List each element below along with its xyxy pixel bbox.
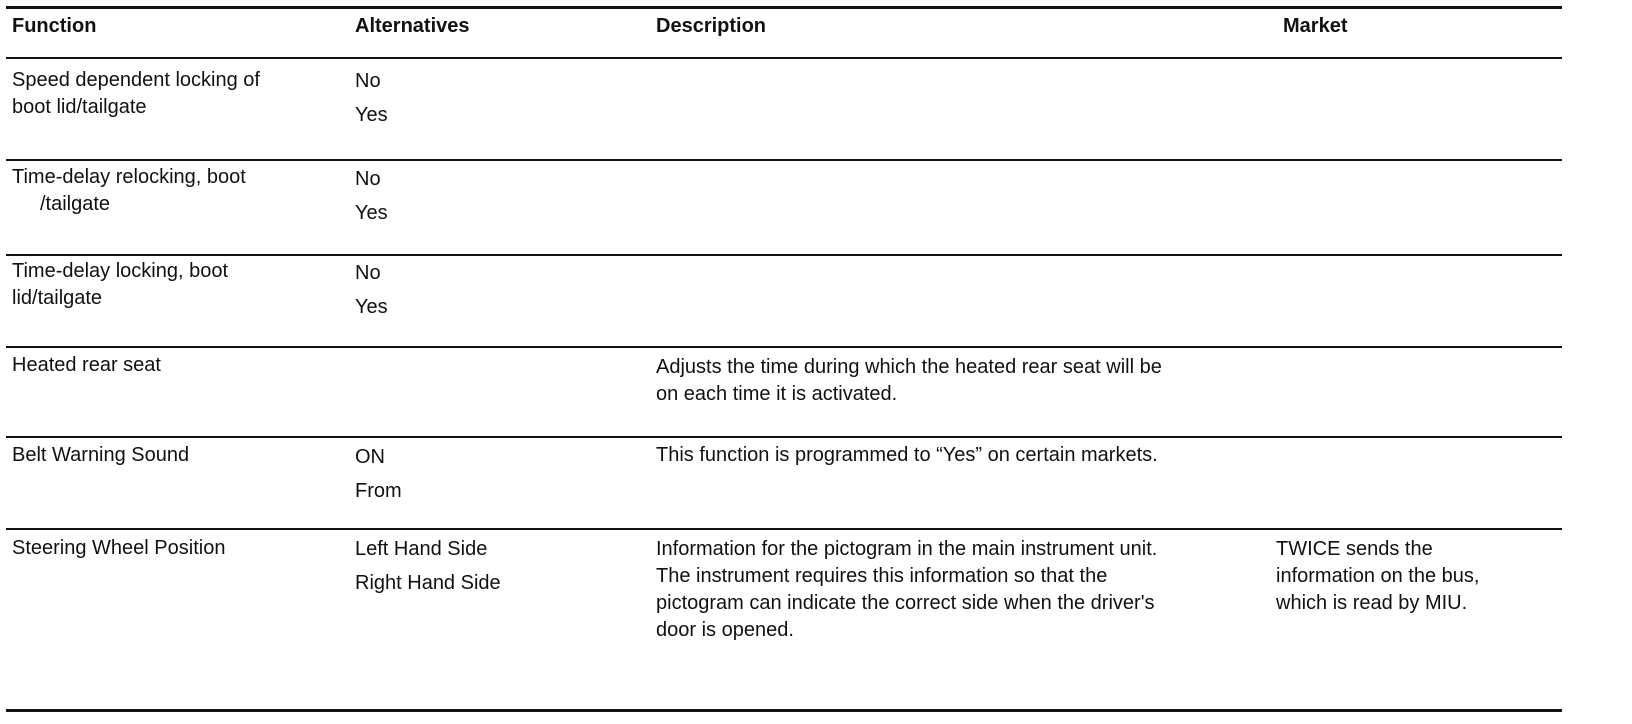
row-6-alternatives	[355, 532, 501, 600]
row-6-market-line-3: which is read by MIU.	[1276, 592, 1468, 614]
row-6-market	[1276, 536, 1479, 617]
table-bottom-rule	[6, 709, 1562, 712]
row-4-description-line-2: on each time it is activated.	[656, 383, 898, 405]
row-6-market-line-1: TWICE sends the	[1276, 538, 1433, 560]
row-6-function-line-1: Steering Wheel Position	[12, 537, 226, 559]
row-1-function-line-2: boot lid/tailgate	[12, 96, 147, 118]
row-4-function-line-1: Heated rear seat	[12, 354, 161, 376]
row-4-function	[12, 352, 161, 379]
row-3-alternative-2: Yes	[355, 296, 388, 318]
row-3-function-line-1: Time-delay locking, boot	[12, 260, 229, 282]
header-function: Function	[12, 15, 97, 37]
row-2-function-line-1: Time-delay relocking, boot	[12, 166, 246, 188]
row-5-alternatives	[355, 440, 402, 508]
row-1-function	[12, 67, 260, 121]
row-3-function-line-2: lid/tailgate	[12, 287, 103, 309]
row-2-alternatives	[355, 162, 388, 230]
row-5-rule	[6, 528, 1562, 530]
row-6-description-line-4: door is opened.	[656, 619, 794, 641]
row-3-rule	[6, 346, 1562, 348]
row-6-alternative-1: Left Hand Side	[355, 538, 488, 560]
row-5-description	[656, 442, 1158, 469]
row-3-function	[12, 258, 228, 312]
row-6-description-line-3: pictogram can indicate the correct side when the driver's	[656, 592, 1155, 614]
row-2-rule	[6, 254, 1562, 256]
row-6-market-line-2: information on the bus,	[1276, 565, 1480, 587]
row-4-rule	[6, 436, 1562, 438]
row-2-function	[12, 164, 246, 218]
header-description: Description	[656, 15, 767, 37]
row-5-description-line-1: This function is programmed to “Yes” on certain markets.	[656, 444, 1158, 466]
header-market: Market	[1283, 15, 1348, 37]
row-1-alternatives	[355, 64, 388, 132]
row-5-alternative-1: ON	[355, 446, 385, 468]
row-5-function-line-1: Belt Warning Sound	[12, 444, 190, 466]
row-6-description	[656, 536, 1157, 644]
row-1-function-line-1: Speed dependent locking of	[12, 69, 260, 91]
row-6-description-line-1: Information for the pictogram in the main instrument unit.	[656, 538, 1158, 560]
row-4-description	[656, 354, 1162, 408]
table-top-rule	[6, 6, 1562, 9]
row-5-alternative-2: From	[355, 480, 402, 502]
row-1-rule	[6, 159, 1562, 161]
row-3-alternatives	[355, 256, 388, 324]
row-1-alternative-1: No	[355, 70, 381, 92]
row-3-alternative-1: No	[355, 262, 381, 284]
header-alternatives: Alternatives	[355, 15, 470, 37]
header-rule	[6, 57, 1562, 59]
row-6-function	[12, 535, 225, 562]
row-2-function-line-2: /tailgate	[40, 193, 111, 215]
row-2-alternative-2: Yes	[355, 202, 388, 224]
row-4-description-line-1: Adjusts the time during which the heated rear seat will be	[656, 356, 1162, 378]
row-6-description-line-2: The instrument requires this information so that the	[656, 565, 1108, 587]
row-5-function	[12, 442, 189, 469]
row-1-alternative-2: Yes	[355, 104, 388, 126]
row-6-alternative-2: Right Hand Side	[355, 572, 501, 594]
row-2-alternative-1: No	[355, 168, 381, 190]
